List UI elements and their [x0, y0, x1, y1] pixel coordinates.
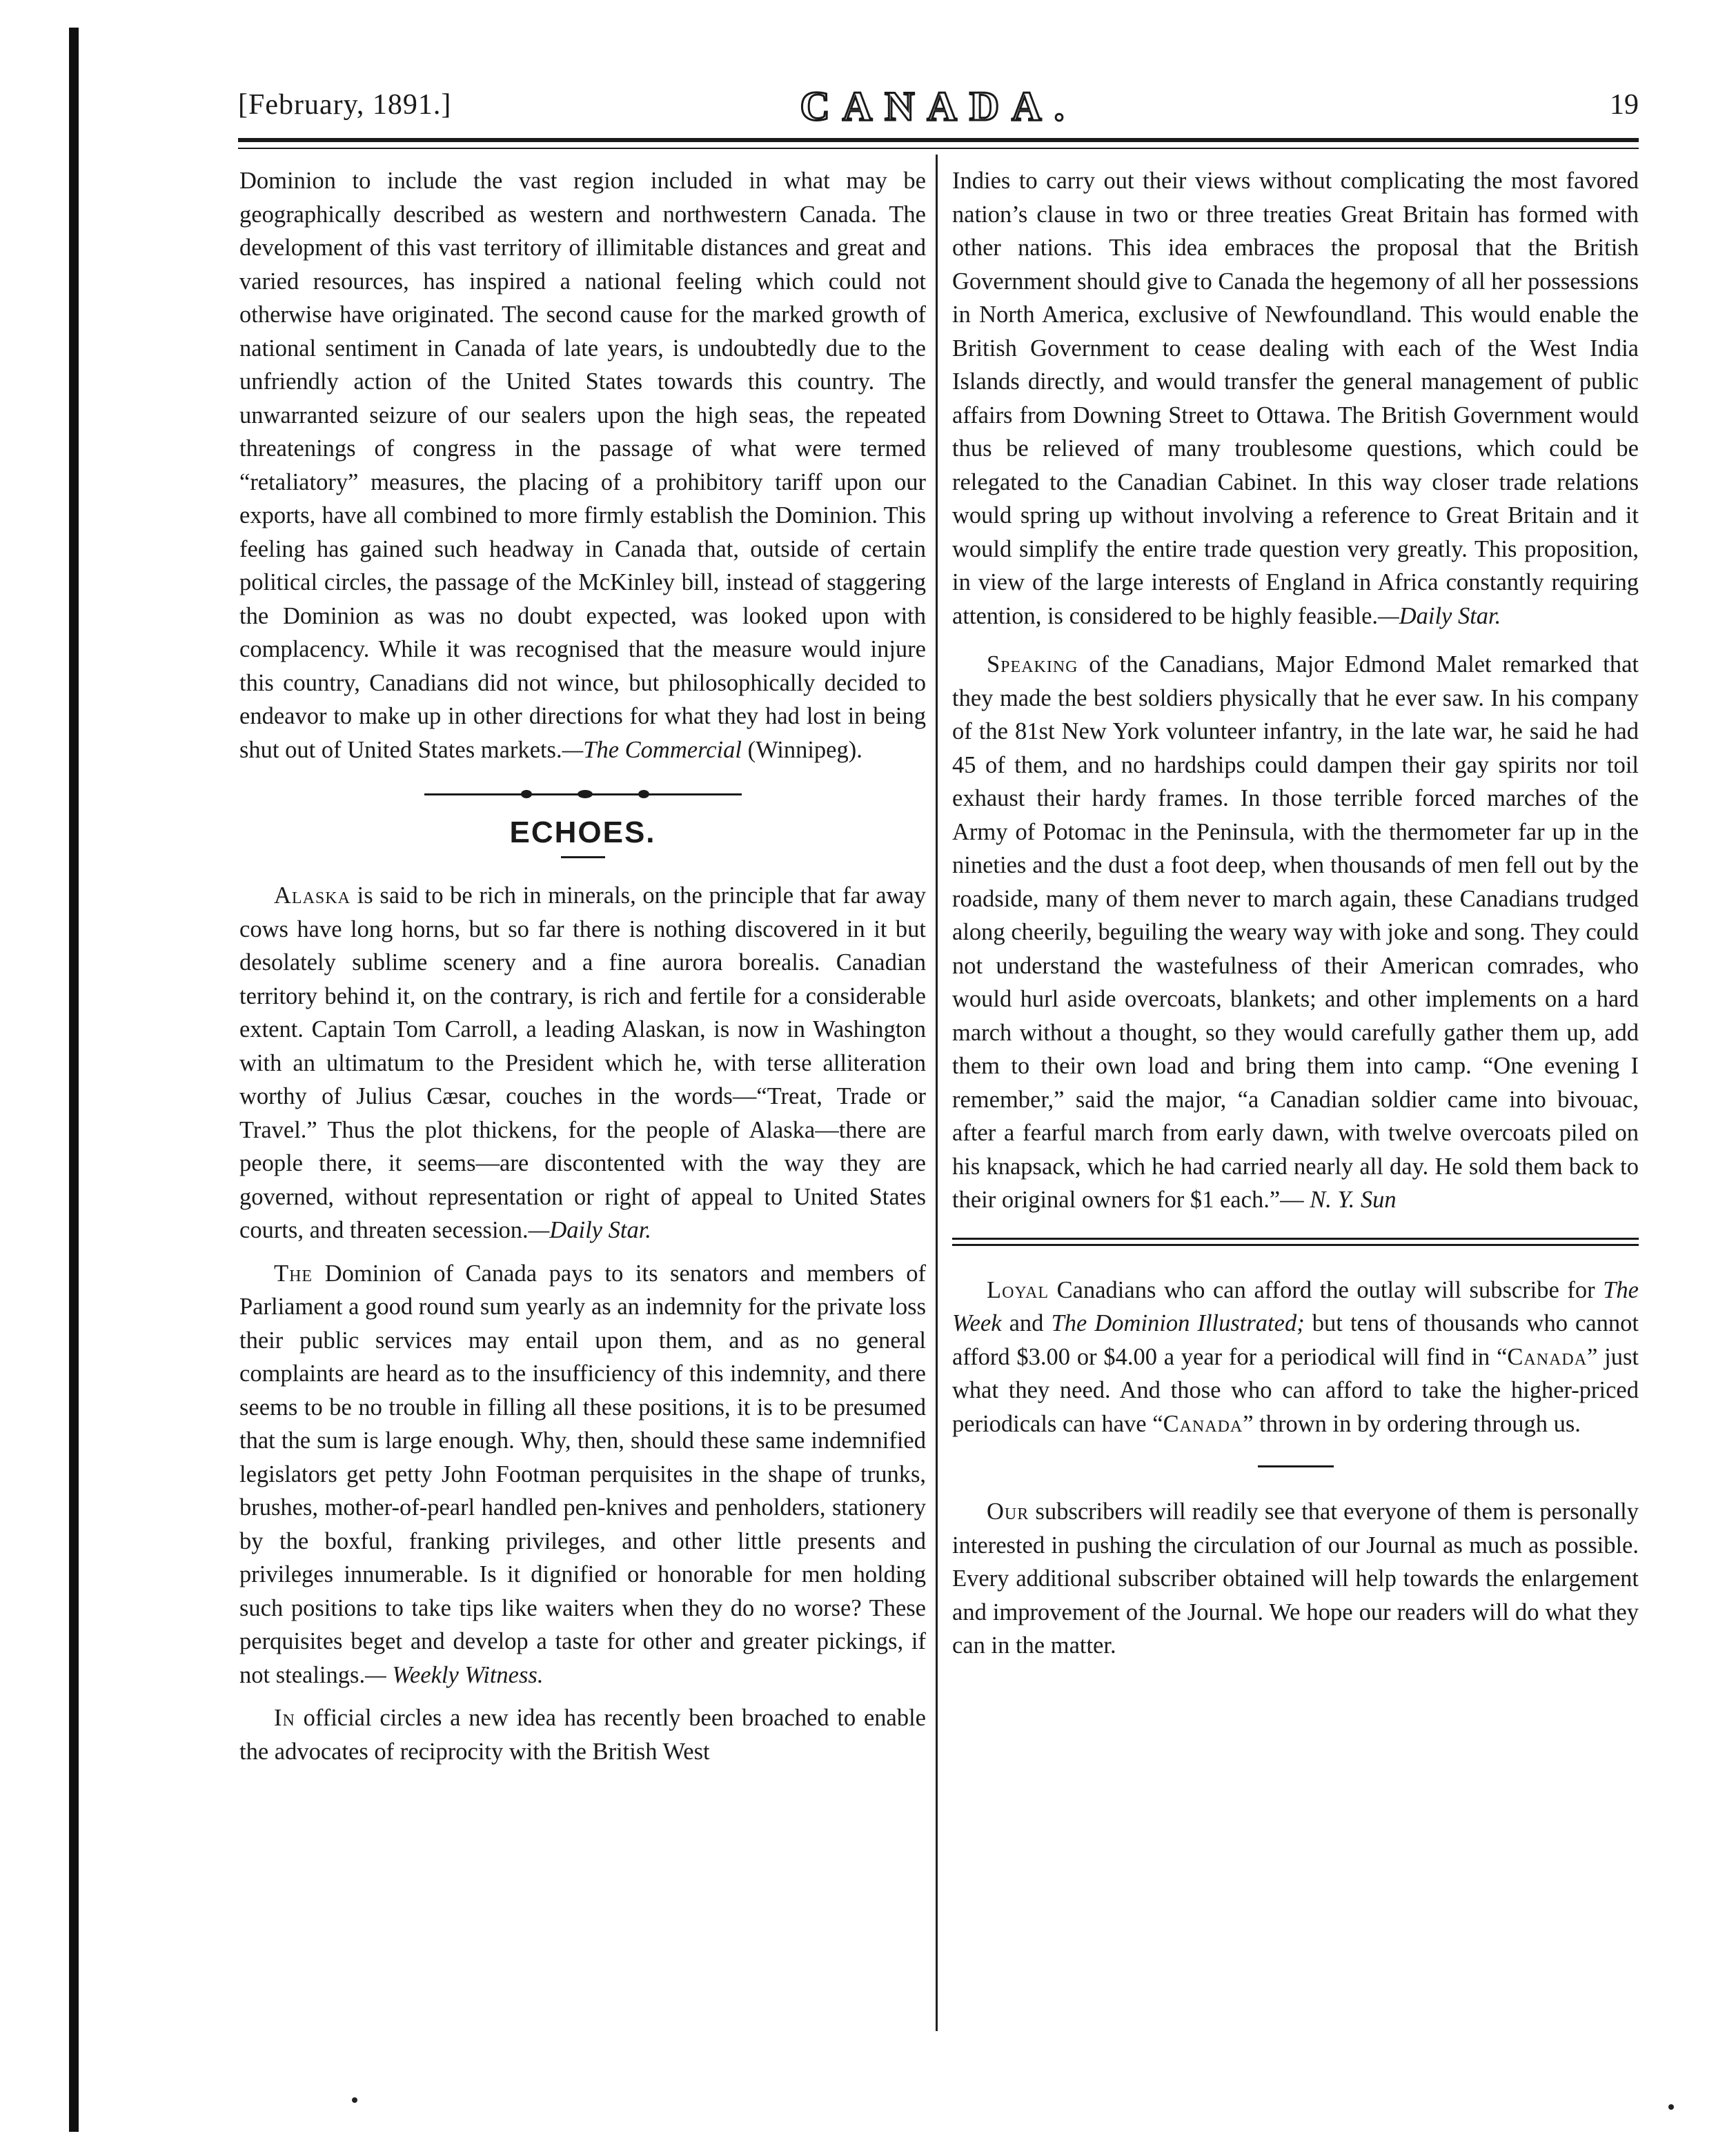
header-double-rule: [238, 138, 1639, 149]
article-official-circles: [239, 1701, 926, 1768]
source-place: (Winnipeg).: [747, 736, 862, 763]
journal-name: Canada: [1163, 1410, 1243, 1437]
page-number: 19: [1610, 89, 1639, 121]
print-speck: [1668, 2104, 1674, 2110]
paragraph-text: of the Canadians, Major Edmond Malet remarked that they made the best soldiers physically that he ever saw. In his company of the 81st New York volunteer infantry, in the late war, he said he had 45 of them, and no hardships could dampen their gay spirits nor toil exhaust their hardy frames. In those terrible forced marches of the Army of Potomac in the Peninsula, with the thermometer far up in the nineties and the dust a foot deep, when thousands of men fell out by the roadside, many of them never to march again, these Canadians trudged along cheerily, beguiling the weary way with joke and song. They could not understand the wastefulness of their American comrades, who would hurl aside overcoats, blankets; and other implements on a hard march without a thought, so they would carefully gather them up, add them to their own load and bring them into camp. “One evening I remember,” said the major, “a Canadian soldier came into bivouac, after a fearful march from early dawn, with twelve overcoats piled on his knapsack, which he had carried nearly all day. He sold them back to their original owners for $1 each.”—: [952, 651, 1639, 1213]
paragraph-text: Indies to carry out their views without complicating the most favored nation’s clause in two or three treaties Great Britain has formed with other nations. This idea embraces the proposal that the British Government should give to Canada the hegemony of all her possessions in North America, exclusive of Newfoundland. This would enable the British Government to cease dealing with each of the West India Islands directly, and would transfer the general management of public affairs from Downing Street to Ottawa. The British Government would thus be relieved of many troublesome questions, which could be relegated to the Canadian Cabinet. In this way closer trade relations would spring up without involving a reference to Great Britain and it would simplify the entire trade question very greatly. This proposition, in view of the large interests of England in Africa constantly requiring attention, is considered to be highly feasible.: [952, 168, 1639, 629]
print-speck: [352, 2097, 357, 2103]
short-divider: [1258, 1465, 1334, 1467]
paragraph-text: subscribers will readily see that everyone of them is personally interested in pushing the circulation of our Journal as much as possible. Every additional subscriber obtained will help towards the enlargement and improvement of the Journal. We hope our readers will do what they can in the matter.: [952, 1498, 1639, 1659]
section-heading: ECHOES.: [509, 815, 656, 849]
source-attribution: N. Y. Sun: [1310, 1187, 1397, 1213]
paragraph-text: official circles a new idea has recently been broached to enable the advocates of reciprocity with the British West: [239, 1705, 926, 1765]
lead-word: Our: [987, 1498, 1029, 1525]
notice-text: and: [1009, 1310, 1044, 1336]
source-attribution: —The Commercial: [562, 736, 742, 763]
paragraph-text: Dominion of Canada pays to its senators and members of Parliament a good round sum yearly as an indemnity for the private loss their public services may entail upon them, and as no general complaints are heard as to the insufficiency of this indemnity, and there seems to be no trouble in filling all these positions, it is to be presumed that the sum is large enough. Why, then, should these same indemnified legislators get petty John Footman perquisites in the shape of trunks, brushes, mother-of-pearl handled pen-knives and penholders, stationery by the boxful, franking privileges, and other little presents and privileges innumerable. Is it dignified or honorable for men holding such positions to take tips like waiters when they do no worse? These perquisites beget and develop a taste for other and greater pickings, if not stealings.: [239, 1260, 927, 1688]
notice-loyal-canadians: [952, 1274, 1639, 1441]
article-dominion-perquisites: [239, 1257, 926, 1692]
page-header: [238, 83, 1639, 131]
publication-name: The Week: [952, 1276, 1639, 1336]
source-attribution: — Weekly Witness.: [365, 1661, 544, 1688]
journal-name: Canada: [1507, 1343, 1588, 1370]
issue-date: [February, 1891.]: [238, 89, 452, 121]
lead-word: Alaska: [274, 882, 351, 909]
heading-underline: [561, 856, 605, 858]
source-attribution: —Daily Star.: [528, 1217, 651, 1243]
publication-name: The Dominion Illustrated;: [1051, 1310, 1305, 1336]
lead-word: The: [274, 1260, 313, 1287]
notice-text: Canadians who can afford the outlay will subscribe for: [1056, 1276, 1595, 1303]
paragraph-text: Dominion to include the vast region included in what may be geographically described as western and northwestern Canada. The development of this vast territory of illimitable distances and great and varied resources, has inspired a national feeling which could not otherwise have originated. The second cause for the marked growth of national sentiment in Canada of late years, is undoubtedly due to the unfriendly action of the United States towards this country. The unwarranted seizure of our sealers upon the high seas, the repeated threatenings of congress in the passage of what were termed “retaliatory” measures, the placing of a prohibitory tariff upon our exports, have all combined to more firmly establish the Dominion. This feeling has gained such headway in Canada that, outside of certain political circles, the passage of the McKinley bill, instead of staggering the Dominion as was no doubt expected, was looked upon with complacency. While it was recognised that the measure would injure this country, Canadians did not wince, but philosophically decided to endeavor to make up in other directions for what they had lost in being shut out of United States markets.: [239, 168, 926, 763]
left-column: [239, 164, 926, 1778]
paragraph-text: is said to be rich in minerals, on the principle that far away cows have long horns, but so far there is nothing discovered in it but desolately sublime scenery and a fine aurora borealis. Canadian territory behind it, on the contrary, is rich and fertile for a considerable extent. Captain Tom Carroll, a leading Alaskan, is now in Washington with an ultimatum to the President which he, with terse alliteration worthy of Julius Cæsar, couches in the words—“Treat, Trade or Travel.” Thus the plot thickens, for the people of Alaska—there are people there, it seems—are discontented with the way they are governed, without representation or right of appeal to United States courts, and threaten secession.: [239, 882, 926, 1243]
article-alaska: [239, 879, 926, 1247]
notice-text: ” thrown in by ordering through us.: [1243, 1410, 1581, 1437]
source-attribution: —Daily Star.: [1378, 602, 1501, 629]
right-column: [952, 164, 1639, 1672]
lead-word: Speaking: [987, 651, 1078, 677]
article-official-circles-continued: [952, 164, 1639, 633]
masthead-title: CANADA.: [800, 83, 1077, 129]
ornamental-divider: [424, 790, 742, 798]
section-double-rule: [952, 1238, 1639, 1246]
column-divider: [936, 155, 938, 2031]
lead-word: In: [274, 1705, 295, 1731]
binding-edge-rule: [69, 28, 79, 2132]
lead-word: Loyal: [987, 1276, 1049, 1303]
notice-text: ” just what they need. And those who can afford to take the higher-priced periodicals can have “: [952, 1343, 1639, 1437]
article-commercial-continued: [239, 164, 926, 766]
notice-subscribers: [952, 1495, 1639, 1663]
notice-text: but tens of thousands who cannot afford $3.00 or $4.00 a year for a periodical will find in “: [952, 1310, 1639, 1370]
article-canadian-soldiers: [952, 648, 1639, 1217]
